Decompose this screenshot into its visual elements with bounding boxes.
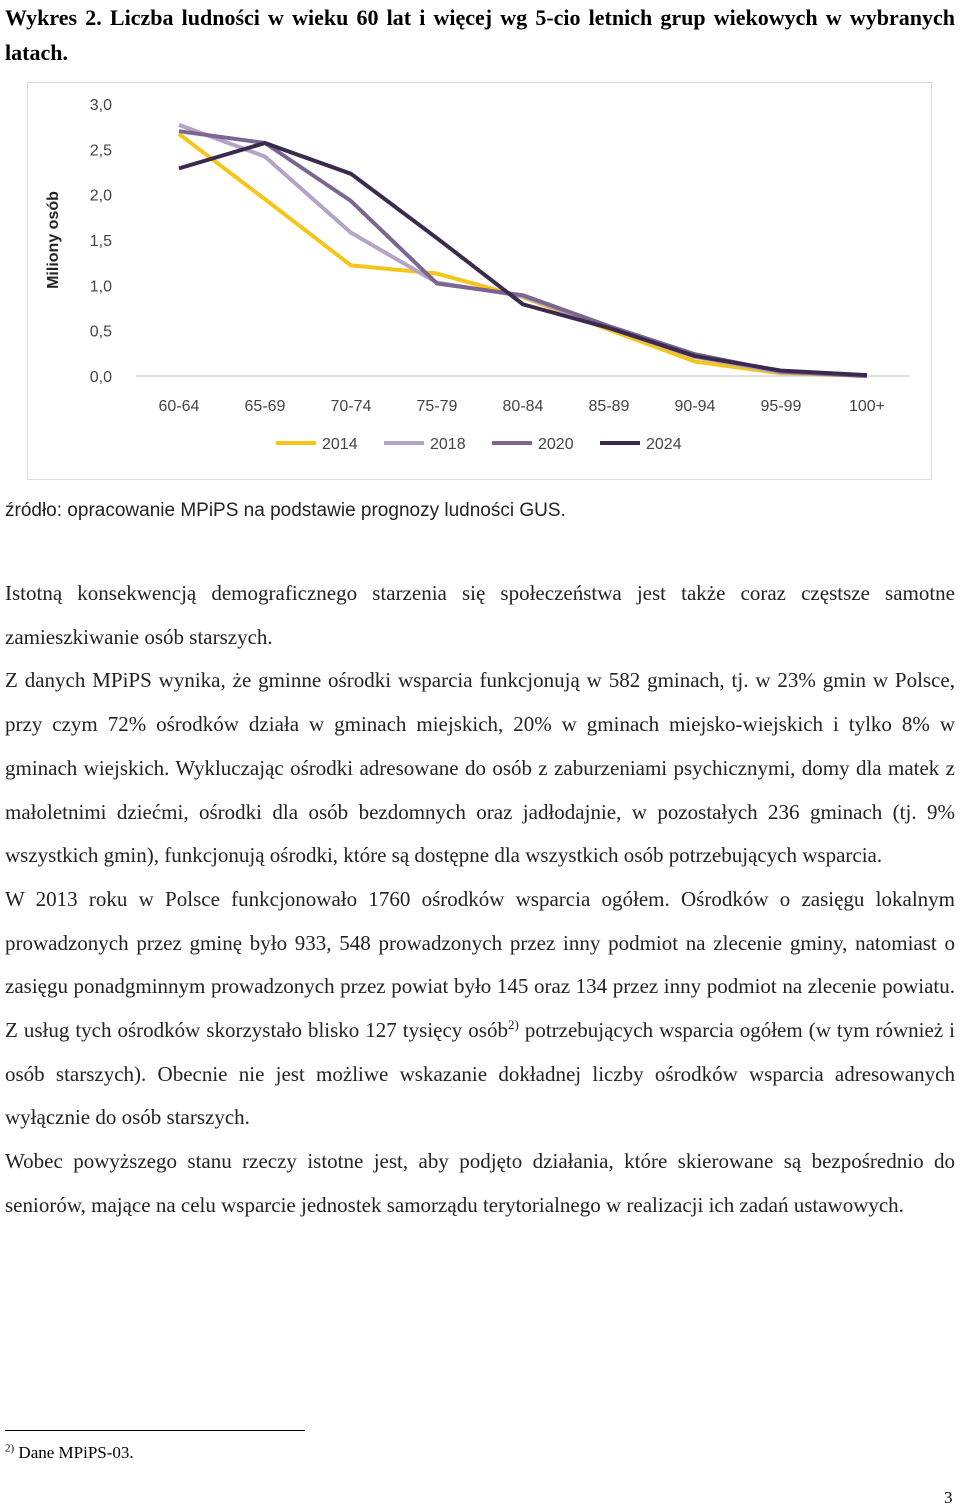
x-tick-label: 90-94 — [674, 398, 716, 415]
source-note: źródło: opracowanie MPiPS na podstawie prognozy ludności GUS. — [5, 500, 566, 521]
x-tick-label: 100+ — [848, 398, 886, 415]
line-chart — [27, 82, 932, 480]
body-text — [5, 572, 955, 1228]
figure-title: Wykres 2. Liczba ludności w wieku 60 lat i więcej wg 5-cio letnich grup wiekowych w wybranych latach. — [5, 5, 955, 65]
y-tick-label: 1,0 — [89, 278, 112, 296]
y-tick-label: 2,0 — [89, 187, 112, 205]
footnote-separator — [5, 1430, 305, 1431]
paragraph-3 — [5, 878, 955, 1140]
legend-label-2024: 2024 — [646, 436, 682, 453]
y-tick-label: 1,5 — [89, 233, 112, 250]
footnote-marker: 2) — [5, 1442, 15, 1455]
x-tick-label: 75-79 — [416, 398, 458, 415]
paragraph-4: Wobec powyższego stanu rzeczy istotne jest, aby podjęto działania, które skierowane są bezpośrednio do seniorów, mające na celu wsparcie jednostek samorządu terytorialnego w realizacji ich zadań ustawowych. — [5, 1149, 955, 1217]
legend-label-2020: 2020 — [538, 436, 574, 453]
page-number: 3 — [944, 1488, 953, 1507]
series-line-2020 — [179, 131, 867, 376]
y-tick-label: 3,0 — [89, 97, 112, 114]
chart-svg — [28, 83, 931, 479]
x-tick-label: 80-84 — [502, 398, 544, 415]
paragraph-3-part-1: W 2013 roku w Polsce funkcjonowało 1760 ośrodków wsparcia ogółem. Ośrodków o zasięgu lokalnym prowadzonych przez gminę było 933, 548 prowadzonych przez inny podmiot na zlecenie gminy, natomiast o zasięgu ponadgminnym prowadzonych przez powiat było 145 oraz 134 przez inny podmiot na zlecenie powiatu. Z usług tych ośrodków skorzystało blisko 127 tysięcy osób — [5, 886, 955, 1043]
series-line-2024 — [179, 143, 867, 375]
footnote-reference: 2) — [507, 1017, 519, 1033]
x-tick-label: 85-89 — [588, 398, 630, 415]
x-tick-label: 70-74 — [330, 398, 372, 415]
y-axis-label: Miliony osób — [45, 191, 62, 289]
footnote-text: Dane MPiPS-03. — [14, 1443, 134, 1462]
x-tick-label: 95-99 — [760, 398, 802, 415]
paragraph-3-part-2: potrzebujących wsparcia ogółem (w tym również i osób starszych). Obecnie nie jest możliwe wskazanie dokładnej liczby ośrodków wsparcia adresowanych wyłącznie do osób starszych. — [5, 1018, 955, 1130]
paragraph-1: Istotną konsekwencją demograficznego starzenia się społeczeństwa jest także coraz częstsze samotne zamieszkiwanie osób starszych. — [5, 581, 955, 649]
x-tick-label: 65-69 — [244, 398, 286, 415]
legend-label-2014: 2014 — [322, 436, 358, 453]
paragraph-2: Z danych MPiPS wynika, że gminne ośrodki wsparcia funkcjonują w 582 gminach, tj. w 23% gmin w Polsce, przy czym 72% ośrodków działa w gminach miejskich, 20% w gminach miejsko-wiejskich i tylko 8% w gminach wiejskich. Wykluczając ośrodki adresowane do osób z zaburzeniami psychicznymi, domy dla matek z małoletnimi dziećmi, ośrodki dla osób bezdomnych oraz jadłodajnie, w pozostałych 236 gminach (tj. 9% wszystkich gmin), funkcjonują ośrodki, które są dostępne dla wszystkich osób potrzebujących wsparcia. — [5, 668, 955, 868]
x-tick-label: 60-64 — [158, 398, 200, 415]
y-tick-label: 2,5 — [89, 142, 112, 160]
y-tick-label: 0,0 — [89, 369, 112, 386]
footnote — [5, 1441, 134, 1465]
legend-label-2018: 2018 — [430, 436, 466, 453]
y-tick-label: 0,5 — [89, 323, 112, 341]
series-line-2018 — [179, 125, 867, 376]
